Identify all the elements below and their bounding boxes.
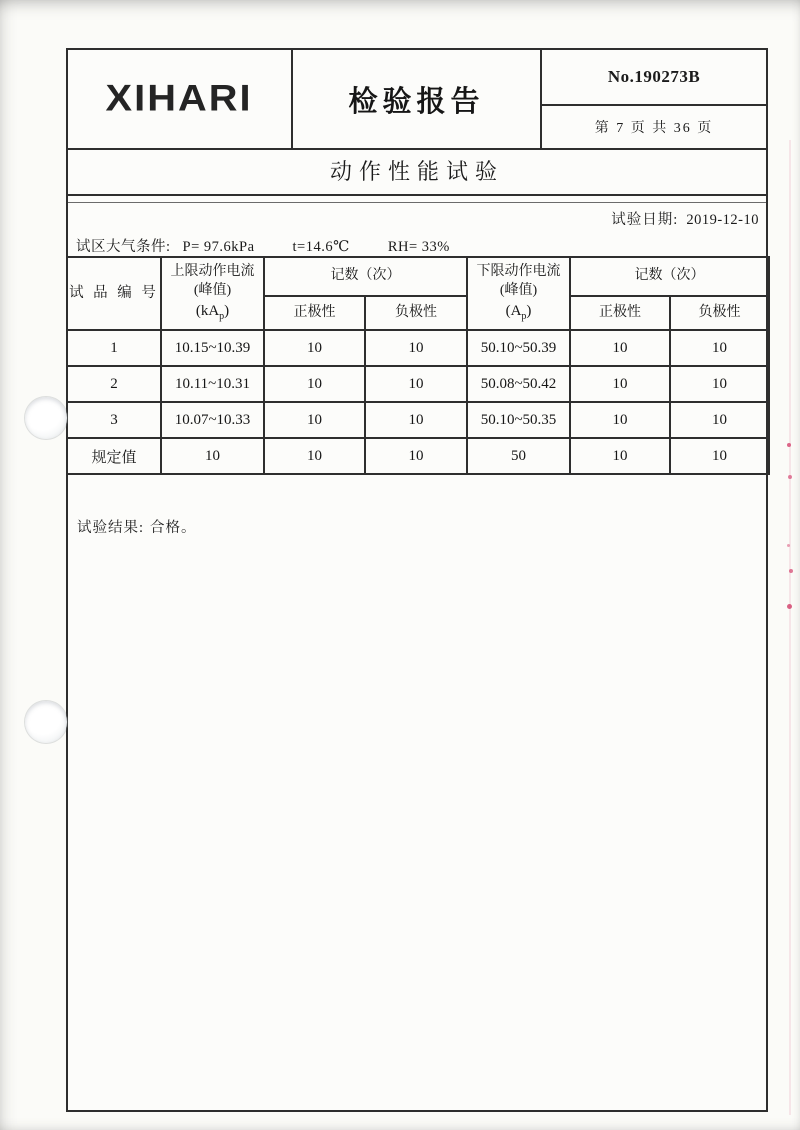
lower-current-cell: 50.10~50.35 [467,402,570,438]
logo-text: XIHARI [105,77,254,120]
lower-current-peak: (峰值) [499,283,538,299]
lower-current-unit [468,301,569,324]
upper-current-title: 上限动作电流 [170,264,255,280]
positive-count-cell: 10 [264,330,365,366]
scan-artifact-dot [787,544,790,547]
pressure-value: P= 97.6kPa [182,239,255,255]
humidity-value: RH= 33% [387,239,450,255]
scan-artifact-dot [787,443,791,447]
col-header-lower-current [467,257,570,330]
col-header-positive-lower: 正极性 [570,296,670,330]
table-row [67,366,769,402]
temperature-value: t=14.6℃ [292,239,350,255]
upper-current-peak: (峰值) [193,283,232,299]
sample-id-cell: 规定值 [67,438,161,474]
negative-count-cell: 10 [670,366,769,402]
atmosphere-label: 试区大气条件: [76,239,171,255]
unit-text: ) [224,303,230,320]
col-header-upper-current [161,257,264,330]
report-frame [66,48,768,1112]
report-title: 检验报告 [348,85,485,118]
divider-line [68,202,766,203]
table-row-specified-values [67,438,769,474]
report-title-cell [293,50,542,148]
upper-current-cell: 10 [161,438,264,474]
sample-id-cell: 3 [67,402,161,438]
scan-artifact-dot [789,569,793,573]
scan-artifact-streak [789,140,791,1115]
report-number: No.190273B [542,50,766,106]
positive-count-cell: 10 [264,366,365,402]
positive-count-cell: 10 [570,438,670,474]
negative-count-cell: 10 [365,366,467,402]
negative-count-cell: 10 [365,402,467,438]
table-row [67,402,769,438]
positive-count-cell: 10 [570,402,670,438]
xihari-logo [68,50,293,148]
unit-subscript: p [521,311,527,323]
hole-punch-bottom [25,701,67,743]
sample-id-cell: 1 [67,330,161,366]
positive-count-cell: 10 [264,402,365,438]
report-header [68,50,766,150]
negative-count-cell: 10 [670,402,769,438]
negative-count-cell: 10 [365,438,467,474]
unit-text: ) [526,303,532,320]
test-date [611,208,759,229]
lower-current-cell: 50 [467,438,570,474]
col-header-count-upper: 记数（次） [264,257,467,296]
unit-subscript: p [219,311,225,323]
report-meta-cell [542,50,766,148]
positive-count-cell: 10 [570,330,670,366]
lower-current-cell: 50.08~50.42 [467,366,570,402]
hole-punch-top [25,397,67,439]
results-table [66,256,770,475]
col-header-positive-upper: 正极性 [264,296,365,330]
table-row [67,330,769,366]
upper-current-cell: 10.15~10.39 [161,330,264,366]
test-result [77,516,197,537]
upper-current-unit [162,301,263,324]
col-header-count-lower: 记数（次） [570,257,769,296]
sample-id-cell: 2 [67,366,161,402]
test-result-value: 合格。 [150,520,197,536]
col-header-sample-id: 试 品 编 号 [67,257,161,330]
section-title: 动作性能试验 [68,150,766,196]
lower-current-title: 下限动作电流 [476,264,561,280]
table-header-row-1 [67,257,769,296]
scan-artifact-dot [788,475,792,479]
positive-count-cell: 10 [570,366,670,402]
page-indicator: 第 7 页 共 36 页 [594,121,714,136]
upper-current-cell: 10.11~10.31 [161,366,264,402]
test-result-label: 试验结果: [77,520,145,536]
negative-count-cell: 10 [365,330,467,366]
negative-count-cell: 10 [670,438,769,474]
upper-current-cell: 10.07~10.33 [161,402,264,438]
positive-count-cell: 10 [264,438,365,474]
test-date-label: 试验日期: [611,212,679,228]
scan-artifact-dot [787,604,792,609]
lower-current-cell: 50.10~50.39 [467,330,570,366]
unit-text: (A [505,303,522,320]
unit-text: (kA [195,303,220,320]
col-header-negative-upper: 负极性 [365,296,467,330]
negative-count-cell: 10 [670,330,769,366]
test-date-value: 2019-12-10 [686,212,759,228]
atmospheric-conditions [76,235,450,256]
col-header-negative-lower: 负极性 [670,296,769,330]
